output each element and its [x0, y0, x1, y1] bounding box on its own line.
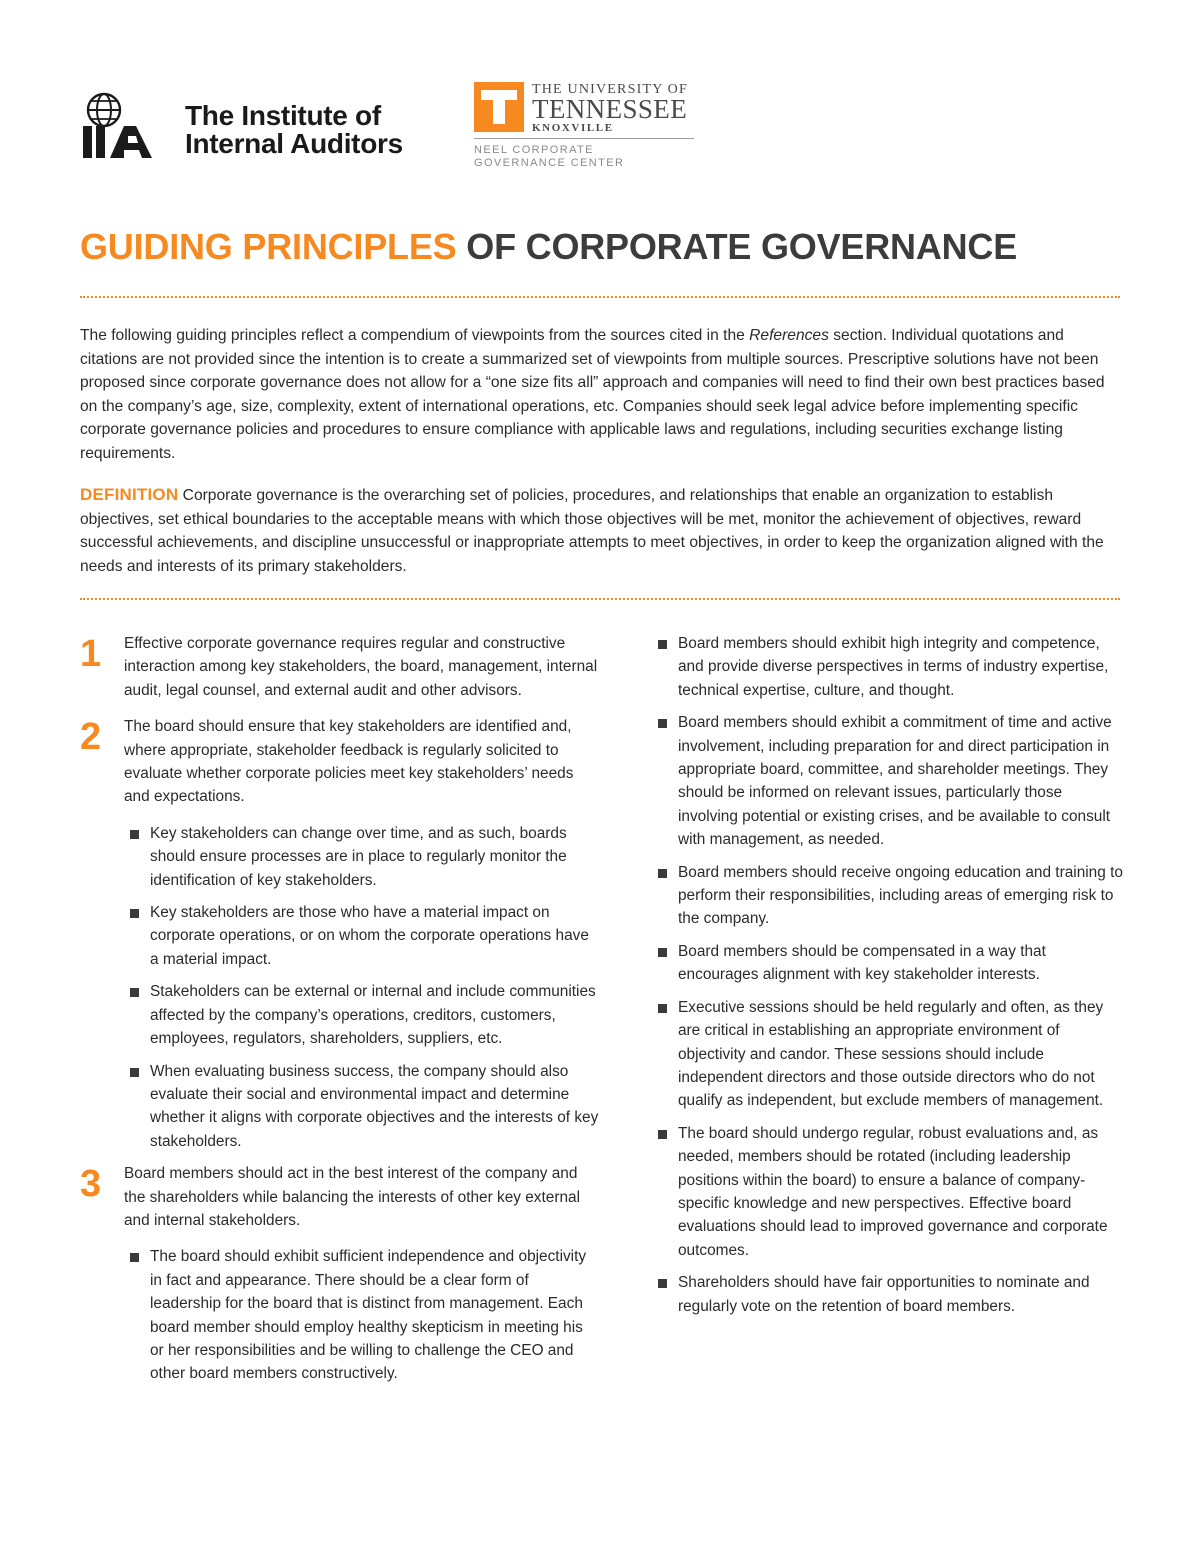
iia-globe-icon — [80, 88, 180, 164]
bullet-item — [126, 1245, 600, 1385]
bullet-item — [126, 980, 600, 1050]
bullet-item — [126, 822, 600, 892]
ut-line2: TENNESSEE — [532, 94, 688, 124]
bullet-item — [654, 996, 1124, 1113]
bullet-item — [126, 901, 600, 971]
principle-text: The board should ensure that key stakeholders are identified and, where appropriate, stakeholder feedback is regularly solicited to evaluate whether corporate policies meet key stakeholders’ needs and expectations. — [124, 718, 574, 806]
ut-line1: THE UNIVERSITY OF — [532, 82, 688, 97]
title-highlight: GUIDING PRINCIPLES — [80, 226, 457, 267]
page-title — [80, 226, 1017, 268]
bullet-text: Board members should exhibit high integrity and competence, and provide diverse perspectives in terms of industry expertise, technical expertise, culture, and thought. — [678, 635, 1109, 699]
bullet-item — [654, 861, 1124, 931]
principle-2 — [80, 715, 600, 809]
square-bullet-icon — [130, 988, 139, 997]
principle-1 — [80, 632, 600, 702]
principle-2-bullets — [126, 822, 600, 1153]
square-bullet-icon — [658, 719, 667, 728]
bullet-text: Key stakeholders are those who have a material impact on corporate operations, or on whom the corporate operations have a material impact. — [150, 904, 589, 968]
square-bullet-icon — [658, 1130, 667, 1139]
square-bullet-icon — [658, 1279, 667, 1288]
square-bullet-icon — [130, 909, 139, 918]
ut-center-name — [474, 144, 624, 170]
intro-references: References — [749, 327, 829, 344]
bullet-item — [126, 1060, 600, 1154]
iia-name-line2: Internal Auditors — [185, 128, 403, 159]
middle-divider — [80, 598, 1120, 600]
bullet-text: Key stakeholders can change over time, and as such, boards should ensure processes are in place to regularly monitor the identification of key stakeholders. — [150, 824, 567, 889]
definition-label: DEFINITION — [80, 485, 179, 504]
bullet-text: Stakeholders can be external or internal and include communities affected by the company’s operations, creditors, customers, employees, regulators, shareholders, suppliers, etc. — [150, 983, 596, 1048]
bullet-text: Board members should be compensated in a way that encourages alignment with key stakeholder interests. — [678, 942, 1046, 984]
bullet-text: The board should undergo regular, robust evaluations and, as needed, members should be rotated (including leadership positions within the board) to ensure a balance of company-specific knowledge and new perspectives. Effective board evaluations should lead to improved governance and corporate outcomes. — [678, 1124, 1108, 1259]
square-bullet-icon — [130, 830, 139, 839]
principle-number: 2 — [80, 716, 102, 759]
definition-paragraph — [80, 483, 1122, 578]
bullet-text: When evaluating business success, the company should also evaluate their social and environmental impact and determine whether it aligns with corporate objectives and the interests of key stakeholders. — [150, 1062, 599, 1150]
iia-name — [185, 102, 403, 158]
right-column — [654, 632, 1124, 1318]
ut-center-line2: GOVERNANCE CENTER — [474, 157, 625, 169]
bullet-text: Shareholders should have fair opportunities to nominate and regularly vote on the retention of board members. — [678, 1274, 1090, 1315]
principle-3 — [80, 1162, 600, 1232]
intro-part1: The following guiding principles reflect a compendium of viewpoints from the sources cited in the — [80, 327, 750, 344]
ut-center-line1: NEEL CORPORATE — [474, 144, 594, 156]
top-divider — [80, 296, 1120, 298]
principle-text: Effective corporate governance requires regular and constructive interaction among key stakeholders, the board, management, internal audit, legal counsel, and external audit and other advisors. — [124, 635, 598, 699]
ut-logo — [474, 82, 704, 174]
bullet-text: Board members should receive ongoing education and training to perform their responsibilities, including areas of emerging risk to the company. — [678, 863, 1123, 928]
square-bullet-icon — [658, 1004, 667, 1013]
left-column — [80, 632, 600, 1386]
bullet-item — [654, 940, 1124, 987]
bullet-item — [654, 1122, 1124, 1262]
intro-part2: section. Individual quotations and citations are not provided since the intention is to create a summarized set of viewpoints from multiple sources. Prescriptive solutions have not been proposed since corporate governance does not allow for a “one size fits all” approach and companies will need to find their own best practices based on the company’s age, size, complexity, extent of international operations, etc. Companies should seek legal advice before implementing specific corporate governance policies and procedures to ensure compliance with applicable laws and regulations, including securities exchange listing requirements. — [80, 327, 1105, 462]
bullet-text: Board members should exhibit a commitment of time and active involvement, including preparation for and direct participation in appropriate board, committee, and shareholder meetings. They should be informed on relevant issues, particularly those involving potential or existing crises, and be available to consult with management, as needed. — [678, 714, 1112, 849]
iia-logo — [80, 88, 440, 164]
iia-name-line1: The Institute of — [185, 100, 381, 131]
principle-number: 3 — [80, 1163, 102, 1206]
definition-text: Corporate governance is the overarching set of policies, procedures, and relationships that enable an organization to establish objectives, set ethical boundaries to the acceptable means with which those objectives will be met, monitor the achievement of objectives, reward successful achievements, and discipline unsuccessful or inappropriate attempts to meet objectives, in order to keep the organization aligned with the needs and interests of its primary stakeholders. — [80, 487, 1104, 575]
principle-3-bullets — [126, 1245, 600, 1385]
square-bullet-icon — [130, 1068, 139, 1077]
bullet-text: Executive sessions should be held regularly and often, as they are critical in establishing an appropriate environment of objectivity and candor. These sessions should include independent directors and those outside directors who do not qualify as independent, but exclude members of management. — [678, 998, 1104, 1110]
title-rest: OF CORPORATE GOVERNANCE — [466, 226, 1018, 267]
ut-line3: KNOXVILLE — [532, 122, 614, 134]
square-bullet-icon — [130, 1253, 139, 1262]
ut-t-icon — [474, 82, 524, 132]
square-bullet-icon — [658, 869, 667, 878]
square-bullet-icon — [658, 948, 667, 957]
intro-paragraph — [80, 324, 1122, 466]
bullet-item — [654, 1271, 1124, 1318]
bullet-item — [654, 711, 1124, 851]
ut-rule — [474, 138, 694, 139]
bullet-item — [654, 632, 1124, 702]
principle-text: Board members should act in the best interest of the company and the shareholders while balancing the interests of other key external and internal stakeholders. — [124, 1165, 581, 1229]
bullet-text: The board should exhibit sufficient independence and objectivity in fact and appearance. There should be a clear form of leadership for the board that is distinct from management. Each board member should employ healthy skepticism in meeting his or her responsibilities and be willing to challenge the CEO and other board members constructively. — [150, 1248, 587, 1383]
principle-number: 1 — [80, 633, 102, 675]
square-bullet-icon — [658, 640, 667, 649]
